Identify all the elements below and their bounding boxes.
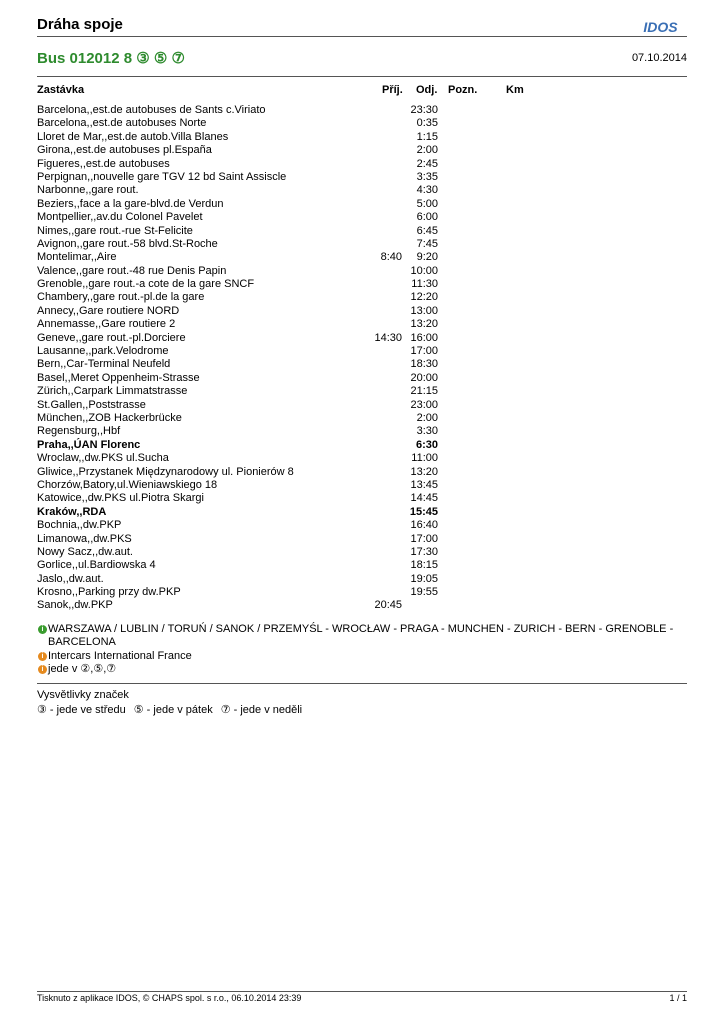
table-row [37, 466, 687, 479]
departure-time: 20:00 [410, 371, 438, 384]
stop-name: Valence,,gare rout.-48 rue Denis Papin [37, 264, 227, 277]
stop-name: Figueres,,est.de autobuses [37, 157, 170, 170]
table-row [37, 479, 687, 492]
table-row [37, 345, 687, 358]
table-row [37, 332, 687, 345]
stop-name: Geneve,,gare rout.-pl.Dorciere [37, 331, 186, 344]
stop-name: Nowy Sacz,,dw.aut. [37, 545, 133, 558]
table-row [37, 198, 687, 211]
note-item [37, 650, 687, 663]
page-title: Dráha spoje [37, 16, 123, 33]
notes-list [37, 623, 687, 677]
table-row [37, 519, 687, 532]
print-date: 07.10.2014 [631, 52, 687, 64]
stop-name: Katowice,,dw.PKS ul.Piotra Skargi [37, 492, 204, 505]
table-row [37, 184, 687, 197]
stop-name: Praha,,ÚAN Florenc [37, 438, 141, 451]
stop-name: Lausanne,,park.Velodrome [37, 345, 169, 358]
table-row [37, 117, 687, 130]
table-row [37, 586, 687, 599]
stop-name: Perpignan,,nouvelle gare TGV 12 bd Saint Assiscle [37, 170, 287, 183]
table-row [37, 318, 687, 331]
departure-time: 19:55 [410, 586, 438, 599]
stop-name: Lloret de Mar,,est.de autob.Villa Blanes [37, 130, 229, 143]
title-rule [37, 76, 687, 77]
departure-time: 11:30 [411, 278, 438, 291]
stop-name: Gorlice,,ul.Bardiowska 4 [37, 559, 156, 572]
stop-name: Barcelona,,est.de autobuses Norte [37, 117, 207, 130]
stop-name: Bochnia,,dw.PKP [37, 519, 122, 532]
stop-name: Avignon,,gare rout.-58 blvd.St-Roche [37, 237, 218, 250]
stop-name: Montpellier,,av.du Colonel Pavelet [37, 211, 203, 224]
svg-text:IDOS: IDOS [643, 19, 678, 35]
departure-time: 15:45 [409, 505, 438, 518]
stop-name: Chorzów,Batory,ul.Wieniawskiego 18 [37, 478, 218, 491]
stop-name: Basel,,Meret Oppenheim-Strasse [37, 371, 200, 384]
arrival-time: 20:45 [374, 599, 402, 612]
stop-name: Beziers,,face a la gare-blvd.de Verdun [37, 197, 224, 210]
stop-name: Zürich,,Carpark Limmatstrasse [37, 385, 188, 398]
legend-item: ⑤ - jede v pátek [133, 704, 213, 716]
stop-name: Narbonne,,gare rout. [37, 184, 139, 197]
table-row [37, 158, 687, 171]
legend-title: Vysvětlivky značek [37, 689, 129, 701]
stop-name: Krosno,,Parking przy dw.PKP [37, 586, 181, 599]
stop-name: Sanok,,dw.PKP [37, 599, 113, 612]
departure-time: 13:20 [410, 318, 438, 331]
departure-time: 11:00 [411, 452, 438, 465]
departure-time: 17:00 [410, 532, 438, 545]
stops-table [37, 104, 687, 613]
page-number: 1 / 1 [669, 993, 687, 1003]
departure-time: 2:45 [416, 157, 438, 170]
legend-items [37, 703, 310, 716]
departure-time: 6:00 [416, 211, 438, 224]
departure-time: 3:30 [416, 425, 438, 438]
departure-time: 3:35 [416, 170, 438, 183]
table-row [37, 211, 687, 224]
departure-time: 19:05 [410, 572, 438, 585]
table-row [37, 559, 687, 572]
table-row [37, 238, 687, 251]
note-text: Intercars International France [48, 649, 192, 662]
info-icon: i [38, 652, 47, 661]
note-item [37, 623, 687, 650]
stop-name: Grenoble,,gare rout.-a cote de la gare SNCF [37, 278, 255, 291]
departure-time: 1:15 [416, 130, 438, 143]
stop-name: Jaslo,,dw.aut. [37, 572, 104, 585]
column-arrival: Příj. [382, 84, 403, 96]
departure-time: 10:00 [410, 264, 438, 277]
legend-item: ③ - jede ve středu [37, 704, 126, 716]
departure-time: 2:00 [416, 144, 438, 157]
departure-time: 16:40 [410, 519, 438, 532]
table-row [37, 546, 687, 559]
table-row [37, 291, 687, 304]
table-row [37, 452, 687, 465]
arrival-time: 8:40 [380, 251, 402, 264]
stop-name: Annecy,,Gare routiere NORD [37, 304, 180, 317]
stop-name: Girona,,est.de autobuses pl.España [37, 144, 212, 157]
footer-text: Tisknuto z aplikace IDOS, © CHAPS spol. s r.o., 06.10.2014 23:39 [37, 993, 302, 1003]
column-km: Km [506, 84, 524, 96]
note-text: WARSZAWA / LUBLIN / TORUŃ / SANOK / PRZEMYŚL - WROCŁAW - PRAGA - MUNCHEN - ZURICH - BERN - GRENOBLE - BARCELONA [48, 623, 674, 649]
note-item [37, 663, 687, 676]
table-row [37, 492, 687, 505]
column-note: Pozn. [448, 84, 478, 96]
table-row [37, 372, 687, 385]
departure-time: 12:20 [410, 291, 438, 304]
column-departure: Odj. [416, 84, 438, 96]
stop-name: Limanowa,,dw.PKS [37, 532, 132, 545]
footer-rule [37, 991, 687, 992]
stop-name: Regensburg,,Hbf [37, 425, 121, 438]
departure-time: 7:45 [416, 237, 438, 250]
info-icon: i [38, 665, 47, 674]
table-row [37, 533, 687, 546]
arrival-time: 14:30 [374, 331, 402, 344]
idos-logo [634, 19, 687, 35]
table-row [37, 399, 687, 412]
table-row [37, 104, 687, 117]
table-row [37, 358, 687, 371]
table-row [37, 385, 687, 398]
header-rule [37, 36, 687, 37]
departure-time: 6:45 [416, 224, 438, 237]
departure-time: 18:30 [410, 358, 438, 371]
table-row [37, 251, 687, 264]
stop-name: Annemasse,,Gare routiere 2 [37, 318, 176, 331]
note-text: jede v ②,⑤,⑦ [48, 663, 117, 676]
stop-name: St.Gallen,,Poststrasse [37, 398, 146, 411]
stop-name: Nimes,,gare rout.-rue St-Felicite [37, 224, 193, 237]
departure-time: 18:15 [410, 559, 438, 572]
departure-time: 4:30 [416, 184, 438, 197]
table-row [37, 278, 687, 291]
table-row [37, 305, 687, 318]
departure-time: 13:20 [410, 465, 438, 478]
table-row [37, 225, 687, 238]
departure-time: 13:45 [410, 478, 438, 491]
table-row [37, 439, 687, 452]
table-row [37, 425, 687, 438]
departure-time: 16:00 [410, 331, 438, 344]
departure-time: 13:00 [410, 304, 438, 317]
departure-time: 14:45 [410, 492, 438, 505]
table-row [37, 171, 687, 184]
departure-time: 23:00 [410, 398, 438, 411]
departure-time: 23:30 [410, 104, 438, 116]
table-row [37, 506, 687, 519]
stop-name: München,,ZOB Hackerbrücke [37, 411, 182, 424]
connection-title: Bus 012012 8 ③ ⑤ ⑦ [37, 50, 185, 67]
stop-name: Kraków,,RDA [37, 505, 107, 518]
column-stop: Zastávka [37, 84, 85, 96]
departure-time: 5:00 [416, 197, 438, 210]
table-row [37, 265, 687, 278]
table-row [37, 573, 687, 586]
departure-time: 2:00 [416, 411, 438, 424]
info-icon: i [38, 625, 47, 634]
stop-name: Wroclaw,,dw.PKS ul.Sucha [37, 452, 169, 465]
departure-time: 9:20 [416, 251, 438, 264]
departure-time: 0:35 [416, 117, 438, 130]
stop-name: Gliwice,,Przystanek Międzynarodowy ul. Pionierów 8 [37, 465, 294, 478]
stop-name: Barcelona,,est.de autobuses de Sants c.Viriato [37, 104, 266, 116]
departure-time: 17:30 [410, 545, 438, 558]
table-row [37, 131, 687, 144]
departure-time: 6:30 [415, 438, 438, 451]
departure-time: 17:00 [410, 345, 438, 358]
notes-rule [37, 683, 687, 684]
stop-name: Montelimar,,Aire [37, 251, 117, 264]
table-row [37, 599, 687, 612]
departure-time: 21:15 [410, 385, 438, 398]
legend-item: ⑦ - jede v neděli [220, 704, 303, 716]
stop-name: Chambery,,gare rout.-pl.de la gare [37, 291, 205, 304]
table-row [37, 412, 687, 425]
table-row [37, 144, 687, 157]
stop-name: Bern,,Car-Terminal Neufeld [37, 358, 171, 371]
